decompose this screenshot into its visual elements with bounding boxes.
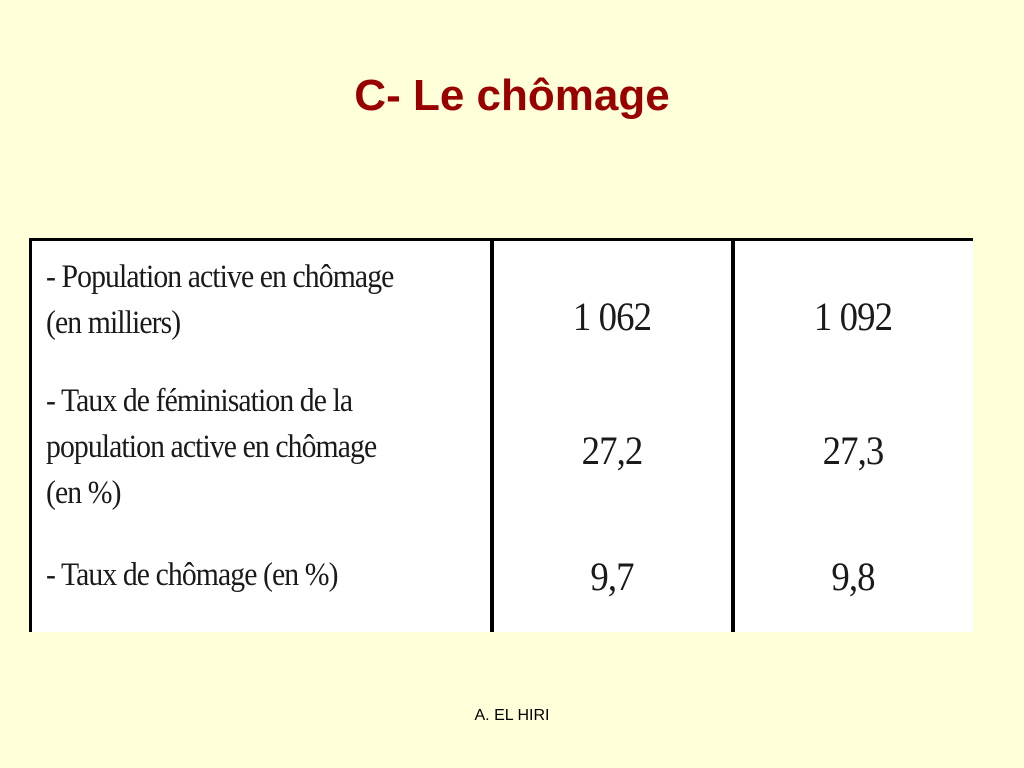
table-row-cropped [29,616,973,632]
row-label [46,378,442,516]
table-cell-value: 27,3 [822,428,884,473]
table-cell-value: 1 062 [572,294,652,339]
row-label-line: - Taux de chômage (en %) [46,557,338,593]
row-label-line: (en %) [46,475,121,511]
table-cell-value: 27,2 [581,428,643,473]
table-cell-value: 9,7 [590,554,634,599]
row-label-line: population active en chômage [46,429,377,465]
slide-title: C- Le chômage [354,71,670,120]
table-top-rule [29,238,973,241]
table-cell-value: 9,8 [831,554,875,599]
row-label-line: - Taux de féminisation de la [46,383,353,419]
row-label [46,552,442,598]
row-label-line: - Population active en chômage [46,259,394,295]
slide-footer-author: A. EL HIRI [474,707,550,724]
row-label [46,254,442,346]
unemployment-table [29,238,973,632]
table-row-taux-chomage [29,552,973,602]
table-row-population-chomage [29,254,973,364]
table-cell-value: 1 092 [813,294,893,339]
row-label-line: (en milliers) [46,305,181,341]
table-row-taux-feminisation [29,378,973,528]
